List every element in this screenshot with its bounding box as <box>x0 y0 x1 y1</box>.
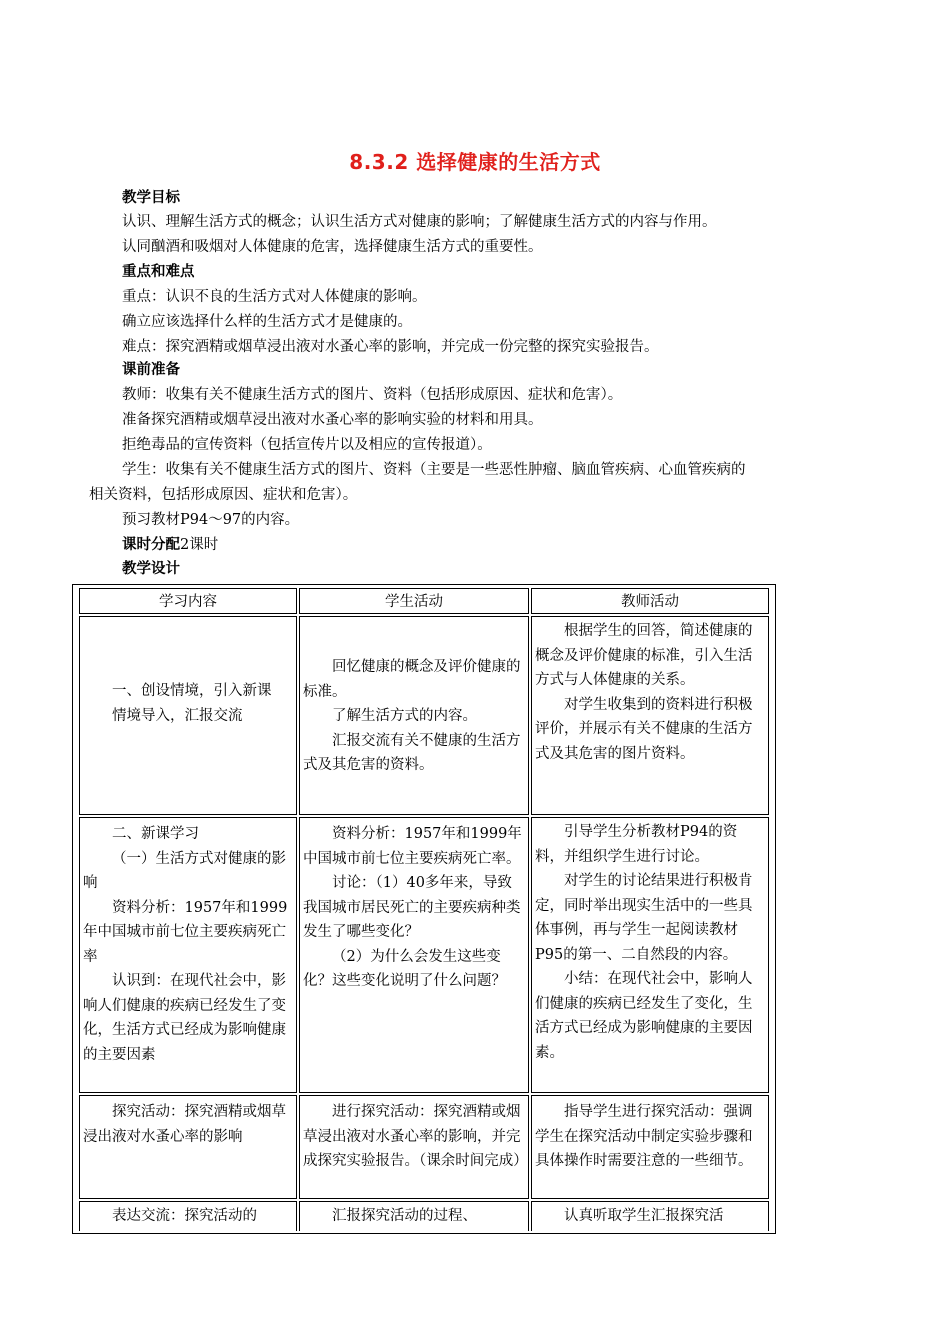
objectives-heading: 教学目标 <box>122 190 180 206</box>
table-cell-content: 表达交流：探究活动的 <box>79 1201 297 1231</box>
table-cell-content: 一、创设情境，引入新课 情境导入，汇报交流 <box>79 616 297 815</box>
prep-line: 教师：收集有关不健康生活方式的图片、资料（包括形成原因、症状和危害）。 <box>122 387 623 403</box>
table-cell-teacher: 认真听取学生汇报探究活 <box>531 1201 769 1231</box>
keypoints-heading: 重点和难点 <box>122 264 195 280</box>
keypoint-line: 难点：探究酒精或烟草浸出液对水蚤心率的影响，并完成一份完整的探究实验报告。 <box>122 339 659 355</box>
table-header-student: 学生活动 <box>299 588 529 614</box>
prep-line: 拒绝毒品的宣传资料（包括宣传片以及相应的宣传报道）。 <box>122 437 492 453</box>
table-header-teacher: 教师活动 <box>531 588 769 614</box>
hours-heading: 课时分配 <box>122 537 180 553</box>
table-cell-teacher: 指导学生进行探究活动：强调学生在探究活动中制定实验步骤和具体操作时需要注意的一些细节。 <box>531 1095 769 1199</box>
table-cell-content: 二、新课学习 （一）生活方式对健康的影响 资料分析：1957年和1999年中国城市前七位主要疾病死亡率 认识到：在现代社会中，影响人们健康的疾病已经发生了变化，生活方式已经成为影响健康的主要因素 <box>79 817 297 1093</box>
prep-line: 相关资料，包括形成原因、症状和危害）。 <box>89 487 358 503</box>
prep-line: 预习教材P94～97的内容。 <box>122 512 300 528</box>
table-cell-student: 汇报探究活动的过程、 <box>299 1201 529 1231</box>
objective-line: 认识、理解生活方式的概念；认识生活方式对健康的影响；了解健康生活方式的内容与作用。 <box>122 214 717 230</box>
table-cell-student: 资料分析：1957年和1999年中国城市前七位主要疾病死亡率。 讨论：（1）40多年来，导致我国城市居民死亡的主要疾病种类发生了哪些变化？ （2）为什么会发生这些变化？这些变化说明了什么问题？ <box>299 817 529 1093</box>
design-heading: 教学设计 <box>122 561 180 577</box>
table-cell-content: 探究活动：探究酒精或烟草浸出液对水蚤心率的影响 <box>79 1095 297 1199</box>
keypoint-line: 重点：认识不良的生活方式对人体健康的影响。 <box>122 289 427 305</box>
prep-line: 准备探究酒精或烟草浸出液对水蚤心率的影响实验的材料和用具。 <box>122 412 543 428</box>
keypoint-line: 确立应该选择什么样的生活方式才是健康的。 <box>122 314 412 330</box>
table-cell-student: 进行探究活动：探究酒精或烟草浸出液对水蚤心率的影响，并完成探究实验报告。（课余时间完成） <box>299 1095 529 1199</box>
objective-line: 认同酗酒和吸烟对人体健康的危害，选择健康生活方式的重要性。 <box>122 239 543 255</box>
prep-line: 学生：收集有关不健康生活方式的图片、资料（主要是一些恶性肿瘤、脑血管疾病、心血管疾病的 <box>122 462 746 478</box>
prep-heading: 课前准备 <box>122 362 180 378</box>
lesson-design-table <box>72 584 776 1234</box>
table-cell-student: 回忆健康的概念及评价健康的标准。 了解生活方式的内容。 汇报交流有关不健康的生活方式及其危害的资料。 <box>299 616 529 815</box>
page-title: 8.3.2 选择健康的生活方式 <box>349 150 601 174</box>
table-header-content: 学习内容 <box>79 588 297 614</box>
table-cell-teacher: 根据学生的回答，简述健康的概念及评价健康的标准，引入生活方式与人体健康的关系。 对学生收集到的资料进行积极评价，并展示有关不健康的生活方式及其危害的图片资料。 <box>531 616 769 815</box>
hours-value: 2课时 <box>180 537 219 553</box>
table-cell-teacher: 引导学生分析教材P94的资料，并组织学生进行讨论。 对学生的讨论结果进行积极肯定，同时举出现实生活中的一些具体事例，再与学生一起阅读教材P95的第一、二自然段的内容。 小结：在现代社会中，影响人们健康的疾病已经发生了变化，生活方式已经成为影响健康的主要因素。 <box>531 817 769 1093</box>
hours-line <box>122 533 218 557</box>
